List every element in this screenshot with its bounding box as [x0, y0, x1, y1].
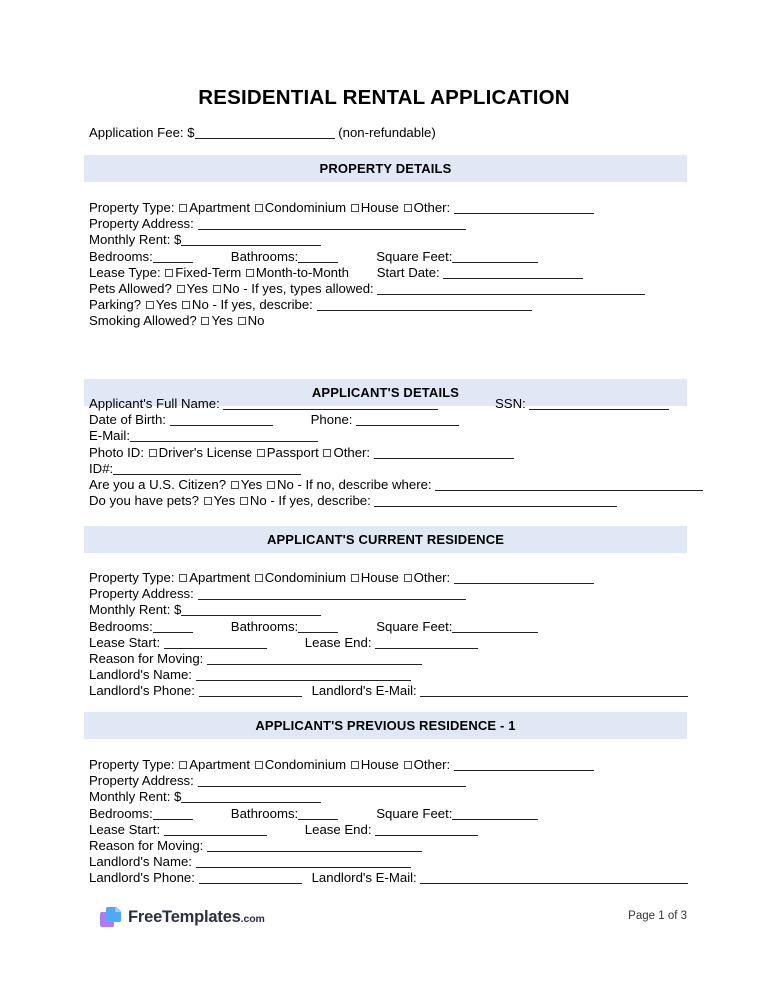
section-body	[89, 396, 699, 509]
field-label: Passport	[266, 444, 319, 460]
application-fee-suffix: (non-refundable)	[338, 125, 436, 140]
fill-in-blank[interactable]	[454, 201, 594, 214]
fill-in-blank[interactable]	[164, 823, 267, 836]
fill-in-blank[interactable]	[207, 839, 422, 852]
form-row	[89, 396, 699, 412]
field-label: Condominium	[264, 570, 347, 585]
fill-in-blank[interactable]	[223, 397, 438, 410]
form-row	[89, 281, 699, 297]
checkbox[interactable]	[231, 481, 239, 489]
field-label: ID#:	[89, 460, 114, 476]
field-label: Landlord's Name:	[89, 667, 192, 683]
form-row	[89, 789, 699, 805]
field-label: Fixed-Term	[175, 264, 242, 280]
field-label: Bathrooms:	[230, 805, 299, 821]
checkbox[interactable]	[257, 449, 265, 457]
field-label: Landlord's E-Mail:	[311, 683, 417, 699]
field-label: Date of Birth:	[89, 412, 166, 428]
section-heading: APPLICANT'S PREVIOUS RESIDENCE - 1	[255, 718, 516, 733]
checkbox[interactable]	[246, 269, 254, 277]
fill-in-blank[interactable]	[196, 668, 411, 681]
form-row	[89, 200, 699, 216]
form-row	[89, 838, 699, 854]
field-label: Do you have pets?	[89, 493, 199, 509]
form-row	[89, 586, 699, 602]
field-label: Condominium	[264, 757, 347, 772]
form-row	[89, 635, 699, 651]
form-row	[89, 570, 699, 586]
form-row	[89, 216, 699, 232]
checkbox[interactable]	[404, 761, 412, 769]
field-label: Landlord's E-Mail:	[311, 870, 417, 886]
field-label: No - If yes, types allowed:	[222, 280, 374, 296]
fill-in-blank[interactable]	[207, 652, 422, 665]
application-fee-line	[89, 125, 436, 140]
section-body	[89, 757, 699, 887]
fill-in-blank[interactable]	[153, 807, 193, 820]
form-row	[89, 412, 699, 428]
fill-in-blank[interactable]	[454, 758, 594, 771]
field-label: E-Mail:	[89, 428, 131, 444]
checkbox[interactable]	[213, 285, 221, 293]
page-footer	[0, 906, 768, 936]
checkbox[interactable]	[165, 269, 173, 277]
field-label: Property Type:	[89, 757, 175, 772]
section-header-band	[84, 526, 687, 553]
field-label: Bathrooms:	[230, 618, 299, 634]
field-label: Smoking Allowed?	[89, 313, 197, 329]
field-label: Landlord's Phone:	[89, 870, 195, 886]
field-label: No - If no, describe where:	[276, 476, 432, 492]
field-label: No - If yes, describe:	[249, 493, 371, 509]
checkbox[interactable]	[255, 761, 263, 769]
checkbox[interactable]	[267, 481, 275, 489]
form-row	[89, 249, 699, 265]
field-label: Monthly Rent: $	[89, 789, 182, 805]
field-label: Reason for Moving:	[89, 837, 204, 853]
fill-in-blank[interactable]	[130, 429, 318, 442]
field-label: Property Address:	[89, 216, 194, 232]
form-row	[89, 428, 699, 444]
form-row	[89, 854, 699, 870]
field-label: House	[360, 570, 399, 585]
field-label: Reason for Moving:	[89, 650, 204, 666]
field-label: Month-to-Month	[255, 264, 350, 280]
field-label: Other:	[413, 570, 451, 585]
fill-in-blank[interactable]	[298, 620, 338, 633]
application-fee-label: Application Fee: $	[89, 125, 195, 140]
field-label: SSN:	[495, 396, 526, 411]
form-row	[89, 773, 699, 789]
section-body	[89, 200, 699, 330]
fill-in-blank[interactable]	[443, 266, 583, 279]
field-label: Bedrooms:	[89, 805, 153, 821]
brand-name: FreeTemplates.com	[128, 907, 265, 926]
fill-in-blank[interactable]	[113, 462, 301, 475]
field-label: No - If yes, describe:	[191, 297, 313, 313]
checkbox[interactable]	[404, 574, 412, 582]
form-row	[89, 313, 699, 329]
fill-in-blank[interactable]	[199, 871, 302, 884]
field-label: Yes	[186, 280, 209, 296]
fill-in-blank[interactable]	[375, 823, 478, 836]
section-body	[89, 570, 699, 700]
fill-in-blank[interactable]	[198, 774, 466, 787]
field-label: House	[360, 200, 399, 215]
field-label: Parking?	[89, 297, 142, 313]
field-label: Yes	[240, 476, 263, 492]
document-stack-icon	[100, 906, 122, 928]
form-row	[89, 297, 699, 313]
form-row	[89, 870, 699, 886]
field-label: Yes	[155, 297, 178, 313]
form-row-right-field	[495, 396, 669, 412]
field-label: Square Feet:	[376, 618, 453, 634]
form-row	[89, 265, 699, 281]
field-label: Condominium	[264, 200, 347, 215]
fill-in-blank[interactable]	[164, 636, 267, 649]
fill-in-blank[interactable]	[181, 603, 321, 616]
fill-in-blank[interactable]	[199, 684, 302, 697]
fill-in-blank[interactable]	[317, 298, 532, 311]
checkbox[interactable]	[255, 204, 263, 212]
field-label: Square Feet:	[376, 248, 453, 264]
form-row	[89, 619, 699, 635]
field-label: Monthly Rent: $	[89, 232, 182, 248]
field-label: Landlord's Phone:	[89, 683, 195, 699]
checkbox[interactable]	[323, 449, 331, 457]
field-label: Apartment	[189, 757, 251, 772]
field-label: Apartment	[189, 570, 251, 585]
field-label: Property Address:	[89, 586, 194, 602]
field-label: Bedrooms:	[89, 618, 153, 634]
field-label: Are you a U.S. Citizen?	[89, 476, 227, 492]
field-label: Property Type:	[89, 570, 175, 585]
fill-in-blank[interactable]	[181, 233, 321, 246]
form-row	[89, 461, 699, 477]
field-label: Photo ID:	[89, 444, 144, 460]
fill-in-blank[interactable]	[420, 684, 688, 697]
field-label: Lease Start:	[89, 634, 161, 650]
field-label: Lease Type:	[89, 264, 161, 280]
fill-in-blank[interactable]	[196, 855, 411, 868]
form-row	[89, 477, 699, 493]
fill-in-blank[interactable]	[454, 571, 594, 584]
checkbox[interactable]	[201, 317, 209, 325]
page-title: RESIDENTIAL RENTAL APPLICATION	[198, 86, 570, 109]
page-number: Page 1 of 3	[628, 910, 687, 922]
field-label: Apartment	[189, 200, 251, 215]
fill-in-blank[interactable]	[198, 587, 466, 600]
form-row	[89, 493, 699, 509]
field-label: Other:	[333, 444, 371, 460]
form-row	[89, 232, 699, 248]
fill-in-blank[interactable]	[377, 282, 645, 295]
field-label: No	[247, 313, 265, 329]
field-label: Landlord's Name:	[89, 854, 192, 870]
checkbox[interactable]	[179, 204, 187, 212]
checkbox[interactable]	[351, 574, 359, 582]
field-label: Square Feet:	[376, 805, 453, 821]
field-label: Driver's License	[158, 444, 253, 460]
field-label: Yes	[211, 313, 233, 329]
checkbox[interactable]	[182, 301, 190, 309]
field-label: Lease End:	[304, 821, 372, 837]
fill-in-blank[interactable]	[529, 397, 669, 410]
checkbox[interactable]	[351, 204, 359, 212]
fill-in-blank[interactable]	[298, 807, 338, 820]
section-header-band	[84, 712, 687, 739]
field-label: Start Date:	[376, 264, 440, 280]
fill-in-blank[interactable]	[452, 250, 538, 263]
section-heading: PROPERTY DETAILS	[319, 161, 452, 176]
checkbox[interactable]	[146, 301, 154, 309]
form-row	[89, 757, 699, 773]
fill-in-blank[interactable]	[375, 636, 478, 649]
fill-in-blank[interactable]	[435, 478, 703, 491]
field-label: Bathrooms:	[230, 248, 299, 264]
checkbox[interactable]	[204, 497, 212, 505]
checkbox[interactable]	[179, 761, 187, 769]
fill-in-blank[interactable]	[356, 413, 459, 426]
application-fee-input[interactable]	[195, 126, 335, 139]
checkbox[interactable]	[238, 317, 246, 325]
form-row	[89, 651, 699, 667]
freetemplates-logo[interactable]	[100, 906, 265, 928]
fill-in-blank[interactable]	[170, 413, 273, 426]
field-label: Bedrooms:	[89, 248, 153, 264]
fill-in-blank[interactable]	[374, 446, 514, 459]
fill-in-blank[interactable]	[420, 871, 688, 884]
field-label: Pets Allowed?	[89, 280, 172, 296]
field-label: Property Address:	[89, 773, 194, 789]
field-label: Yes	[213, 493, 236, 509]
field-label: Lease Start:	[89, 821, 161, 837]
form-row	[89, 445, 699, 461]
fill-in-blank[interactable]	[153, 620, 193, 633]
field-label: House	[360, 757, 399, 772]
checkbox[interactable]	[177, 285, 185, 293]
field-label: Applicant's Full Name:	[89, 396, 220, 411]
fill-in-blank[interactable]	[298, 250, 338, 263]
fill-in-blank[interactable]	[181, 790, 321, 803]
fill-in-blank[interactable]	[374, 494, 617, 507]
field-label: Monthly Rent: $	[89, 602, 182, 618]
section-heading: APPLICANT'S DETAILS	[311, 385, 460, 400]
fill-in-blank[interactable]	[452, 807, 538, 820]
field-label: Lease End:	[304, 634, 372, 650]
checkbox[interactable]	[351, 761, 359, 769]
fill-in-blank[interactable]	[153, 250, 193, 263]
checkbox[interactable]	[404, 204, 412, 212]
field-label: Other:	[413, 200, 451, 215]
section-heading: APPLICANT'S CURRENT RESIDENCE	[266, 532, 505, 547]
section-header-band	[84, 155, 687, 182]
fill-in-blank[interactable]	[452, 620, 538, 633]
form-row	[89, 822, 699, 838]
checkbox[interactable]	[240, 497, 248, 505]
form-row	[89, 683, 699, 699]
field-label: Phone:	[310, 412, 353, 428]
form-row	[89, 667, 699, 683]
checkbox[interactable]	[179, 574, 187, 582]
form-row	[89, 806, 699, 822]
checkbox[interactable]	[255, 574, 263, 582]
field-label: Other:	[413, 757, 451, 772]
fill-in-blank[interactable]	[198, 217, 466, 230]
checkbox[interactable]	[149, 449, 157, 457]
form-row	[89, 602, 699, 618]
field-label: Property Type:	[89, 200, 175, 215]
